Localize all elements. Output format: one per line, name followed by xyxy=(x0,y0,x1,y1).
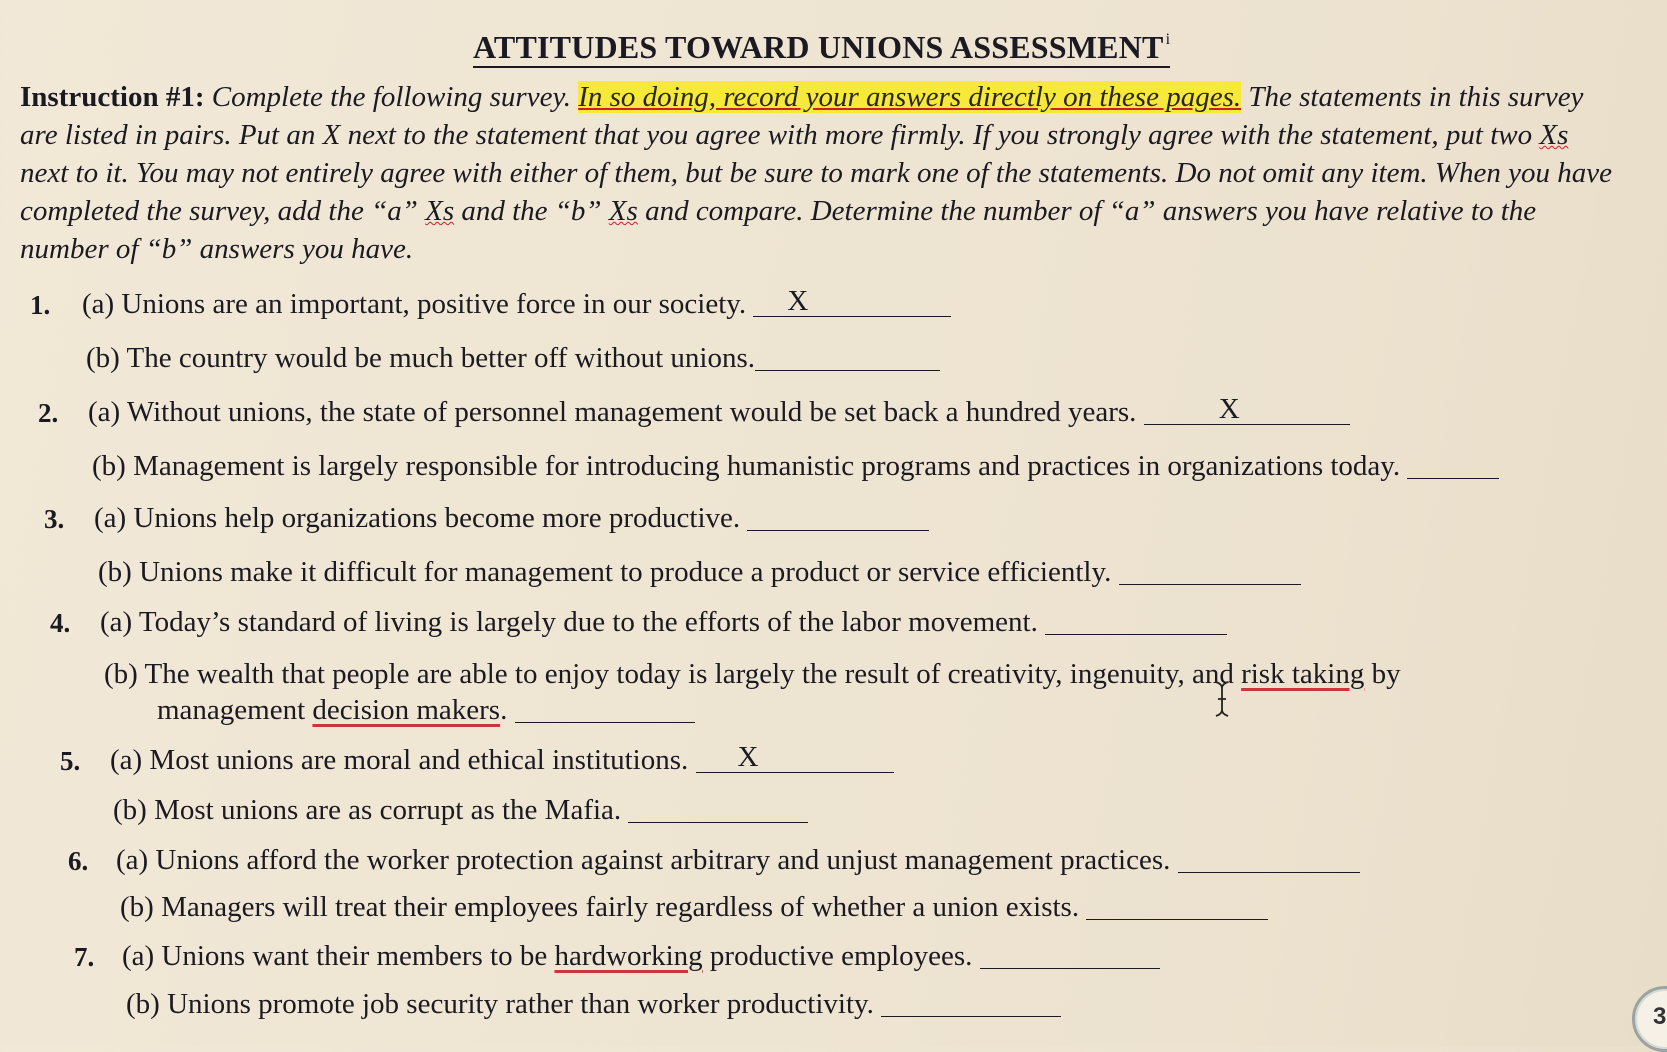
item-number-1: 1. xyxy=(30,290,51,320)
item-6a-text: (a) Unions afford the worker protection against arbitrary and unjust management practices. xyxy=(116,844,1171,876)
instruction-xs-1: Xs xyxy=(1539,119,1569,151)
item-2a-text: (a) Without unions, the state of personnel management would be set back a hundred years. xyxy=(88,396,1137,428)
item-7a-hardworking: hardworking xyxy=(554,940,703,972)
item-1b-text: (b) The country would be much better off without unions. xyxy=(86,342,756,374)
item-3a xyxy=(94,501,929,535)
item-5a-answer-blank[interactable] xyxy=(696,741,894,773)
instruction-paragraph xyxy=(20,78,1620,268)
item-5a-answer-mark: X xyxy=(737,741,759,773)
item-7b xyxy=(126,987,1061,1021)
item-5a-text: (a) Most unions are moral and ethical institutions. xyxy=(110,744,689,776)
item-number-5: 5. xyxy=(60,746,81,776)
item-number-6: 6. xyxy=(68,846,89,876)
item-3b-answer-blank[interactable] xyxy=(1119,558,1301,585)
item-3a-answer-blank[interactable] xyxy=(747,504,929,531)
instruction-xs-2: Xs xyxy=(425,195,455,227)
item-2b-answer-blank[interactable] xyxy=(1407,452,1499,479)
item-4a-answer-blank[interactable] xyxy=(1045,608,1227,635)
instruction-xs-3: Xs xyxy=(608,195,638,227)
instruction-part1: Complete the following survey. xyxy=(211,81,571,113)
item-7a-text-post: productive employees. xyxy=(709,940,973,972)
item-7b-text: (b) Unions promote job security rather than worker productivity. xyxy=(126,988,874,1020)
item-7a xyxy=(122,939,1160,973)
item-2b xyxy=(92,449,1499,483)
item-1a-answer-blank[interactable] xyxy=(753,285,951,317)
document-title-text: ATTITUDES TOWARD UNIONS ASSESSMENT xyxy=(473,29,1164,65)
item-2a xyxy=(88,395,1350,429)
item-5a xyxy=(110,743,894,777)
instruction-part2a: The statements in this survey are listed in pairs. Put an X next to the statement that you agree with more firmly. If you strongly agree with the statement, put two xyxy=(20,81,1584,151)
item-1b-answer-blank[interactable] xyxy=(755,344,940,371)
item-4b-line2 xyxy=(157,693,695,727)
item-4a xyxy=(100,605,1227,639)
item-4b-text-management: management xyxy=(157,694,306,726)
item-6b-text: (b) Managers will treat their employees fairly regardless of whether a union exists. xyxy=(120,891,1080,923)
text-cursor-icon xyxy=(1213,680,1231,718)
item-6b xyxy=(120,890,1268,924)
item-1a-answer-mark: X xyxy=(787,285,809,317)
item-number-2: 2. xyxy=(38,398,59,428)
item-3b-text: (b) Unions make it difficult for management to produce a product or service efficiently. xyxy=(98,556,1112,588)
item-number-3: 3. xyxy=(44,504,65,534)
page-number-text: 3 xyxy=(1653,1003,1667,1030)
item-7b-answer-blank[interactable] xyxy=(881,990,1061,1017)
item-6a xyxy=(116,843,1360,877)
item-4b-answer-blank[interactable] xyxy=(515,696,695,723)
item-1a xyxy=(82,287,951,321)
item-4b-risk-taking: risk taking xyxy=(1241,658,1365,690)
item-4b-line1 xyxy=(104,657,1401,691)
item-3b xyxy=(98,555,1301,589)
item-2a-answer-mark: X xyxy=(1218,393,1240,425)
item-4b-period: . xyxy=(500,694,508,726)
item-5b-answer-blank[interactable] xyxy=(628,796,808,823)
instruction-part2b: next to it. You may not entirely agree with either of them, but be sure to mark one of the statements. Do not omit any item. When you have completed the survey, add the “a” xyxy=(20,157,1613,227)
item-1a-text: (a) Unions are an important, positive force in our society. xyxy=(82,288,747,320)
instruction-part2c: and the “b” xyxy=(461,195,602,227)
item-4b-text-1: (b) The wealth that people are able to enjoy today is largely the result of creativity, ingenuity, and xyxy=(104,658,1234,690)
item-6a-answer-blank[interactable] xyxy=(1178,846,1360,873)
instruction-lead: Instruction #1: xyxy=(20,81,205,113)
document-title xyxy=(473,22,1170,68)
item-4a-text: (a) Today’s standard of living is largely due to the efforts of the labor movement. xyxy=(100,606,1038,638)
page-number-badge xyxy=(1632,986,1667,1052)
instruction-highlight: In so doing, record your answers directly on these pages. xyxy=(578,81,1242,113)
item-number-4: 4. xyxy=(50,608,71,638)
instruction-part2d: and compare. Determine the number of “a” answers you have relative to the number of “b” answers you have. xyxy=(20,195,1537,265)
item-6b-answer-blank[interactable] xyxy=(1086,893,1268,920)
item-7a-answer-blank[interactable] xyxy=(980,942,1160,969)
item-1b xyxy=(86,341,940,375)
item-2b-text: (b) Management is largely responsible for introducing humanistic programs and practices in organizations today. xyxy=(92,450,1401,482)
item-2a-answer-blank[interactable] xyxy=(1144,393,1350,425)
item-5b-text: (b) Most unions are as corrupt as the Mafia. xyxy=(113,794,622,826)
title-footnote-marker: i xyxy=(1165,31,1171,48)
item-4b-decision-makers: decision makers xyxy=(312,694,501,726)
item-4b-text-by: by xyxy=(1371,658,1401,690)
item-number-7: 7. xyxy=(74,942,95,972)
item-7a-text-pre: (a) Unions want their members to be xyxy=(122,940,548,972)
item-3a-text: (a) Unions help organizations become more productive. xyxy=(94,502,741,534)
item-5b xyxy=(113,793,808,827)
